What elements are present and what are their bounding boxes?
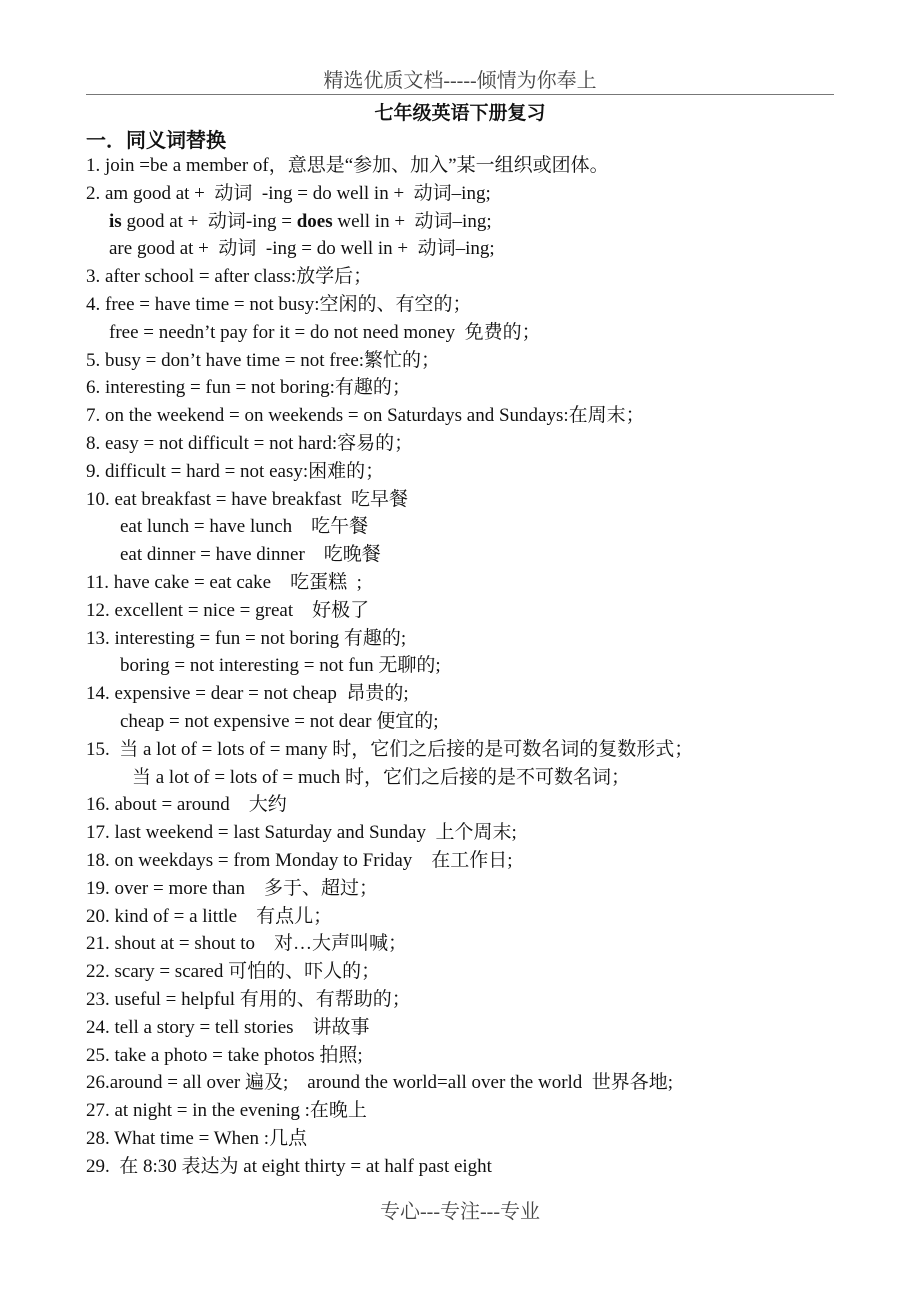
list-line <box>86 680 876 708</box>
line-text: 20. kind of = a little 有点儿； <box>86 905 333 927</box>
line-text: 27. at night = in the evening :在晚上 <box>86 1100 367 1122</box>
list-line <box>86 513 876 541</box>
line-text: boring = not interesting = not fun 无聊的; <box>120 655 441 677</box>
header-divider <box>86 94 834 95</box>
list-line <box>86 402 876 430</box>
line-text: cheap = not expensive = not dear 便宜的; <box>120 710 439 732</box>
list-line <box>86 1125 876 1153</box>
line-text: 24. tell a story = tell stories 讲故事 <box>86 1016 370 1038</box>
line-text: 4. free = have time = not busy:空闲的、有空的； <box>86 293 472 315</box>
line-text: 2. am good at + 动词 -ing = do well in + 动词–ing; <box>86 182 491 204</box>
list-line <box>86 597 876 625</box>
line-text: good at + 动词-ing = <box>121 210 297 232</box>
line-text: 29. 在 8:30 表达为 at eight thirty = at half past eight <box>86 1155 492 1177</box>
list-line <box>86 235 876 263</box>
list-line <box>86 736 876 764</box>
list-line <box>86 319 876 347</box>
line-text: 10. eat breakfast = have breakfast 吃早餐 <box>86 488 408 510</box>
list-line <box>86 986 876 1014</box>
list-line <box>86 764 876 792</box>
line-text: 28. What time = When :几点 <box>86 1127 308 1149</box>
line-text: 5. busy = don’t have time = not free:繁忙的； <box>86 349 441 371</box>
page-header: 精选优质文档-----倾情为你奉上 <box>323 70 597 92</box>
list-line <box>86 625 876 653</box>
line-text: 8. easy = not difficult = not hard:容易的； <box>86 432 414 454</box>
list-line <box>86 930 876 958</box>
line-text: 12. excellent = nice = great 好极了 <box>86 599 370 621</box>
line-text: 19. over = more than 多于、超过； <box>86 877 378 899</box>
page-footer: 专心---专注---专业 <box>380 1201 540 1223</box>
line-text: 9. difficult = hard = not easy:困难的； <box>86 460 385 482</box>
bold-text: is <box>109 210 122 232</box>
bold-text: does <box>296 210 333 232</box>
line-text: 13. interesting = fun = not boring 有趣的; <box>86 627 407 649</box>
list-line <box>86 486 876 514</box>
line-text: are good at + 动词 -ing = do well in + 动词–ing; <box>109 238 495 260</box>
line-text: 16. about = around 大约 <box>86 794 287 816</box>
line-text: 18. on weekdays = from Monday to Friday 在工作日; <box>86 849 513 871</box>
list-line <box>86 152 876 180</box>
document-title: 七年级英语下册复习 <box>374 103 546 124</box>
list-line <box>86 1069 876 1097</box>
list-line <box>86 569 876 597</box>
list-line <box>86 791 876 819</box>
list-line <box>86 374 876 402</box>
list-line <box>86 652 876 680</box>
line-text: eat lunch = have lunch 吃午餐 <box>120 516 369 538</box>
list-line <box>86 708 876 736</box>
list-line <box>86 1014 876 1042</box>
list-line <box>86 347 876 375</box>
list-line <box>86 1097 876 1125</box>
line-text: 当 a lot of = lots of = much 时，它们之后接的是不可数名词； <box>132 766 630 788</box>
list-line <box>86 819 876 847</box>
list-line <box>86 1153 876 1181</box>
line-text: 6. interesting = fun = not boring:有趣的； <box>86 377 411 399</box>
line-text: 3. after school = after class:放学后； <box>86 266 373 288</box>
line-text: 25. take a photo = take photos 拍照; <box>86 1044 363 1066</box>
list-line <box>86 1042 876 1070</box>
line-text: free = needn’t pay for it = do not need money 免费的； <box>109 321 541 343</box>
list-line <box>86 903 876 931</box>
line-text: eat dinner = have dinner 吃晚餐 <box>120 544 381 566</box>
synonym-list <box>86 152 876 1180</box>
list-line <box>86 958 876 986</box>
line-text: 14. expensive = dear = not cheap 昂贵的; <box>86 683 409 705</box>
line-text: well in + 动词–ing; <box>332 210 492 232</box>
list-line <box>86 430 876 458</box>
line-text: 21. shout at = shout to 对…大声叫喊； <box>86 933 408 955</box>
line-text: 1. join =be a member of，意思是“参加、加入”某一组织或团体。 <box>86 155 609 176</box>
list-line <box>86 541 876 569</box>
line-text: 11. have cake = eat cake 吃蛋糕 ; <box>86 571 362 593</box>
list-line <box>86 208 876 236</box>
line-text: 15. 当 a lot of = lots of = many 时，它们之后接的是可数名词的复数形式； <box>86 738 694 760</box>
line-text: 26.around = all over 遍及; around the world=all over the world 世界各地; <box>86 1072 674 1094</box>
section-heading: 一．同义词替换 <box>86 130 226 152</box>
list-line <box>86 263 876 291</box>
line-text: 23. useful = helpful 有用的、有帮助的； <box>86 988 411 1010</box>
line-text: 7. on the weekend = on weekends = on Saturdays and Sundays:在周末； <box>86 405 645 427</box>
list-line <box>86 875 876 903</box>
line-text: 22. scary = scared 可怕的、吓人的； <box>86 961 381 983</box>
list-line <box>86 458 876 486</box>
list-line <box>86 180 876 208</box>
line-text: 17. last weekend = last Saturday and Sunday 上个周末; <box>86 822 517 844</box>
list-line <box>86 291 876 319</box>
list-line <box>86 847 876 875</box>
